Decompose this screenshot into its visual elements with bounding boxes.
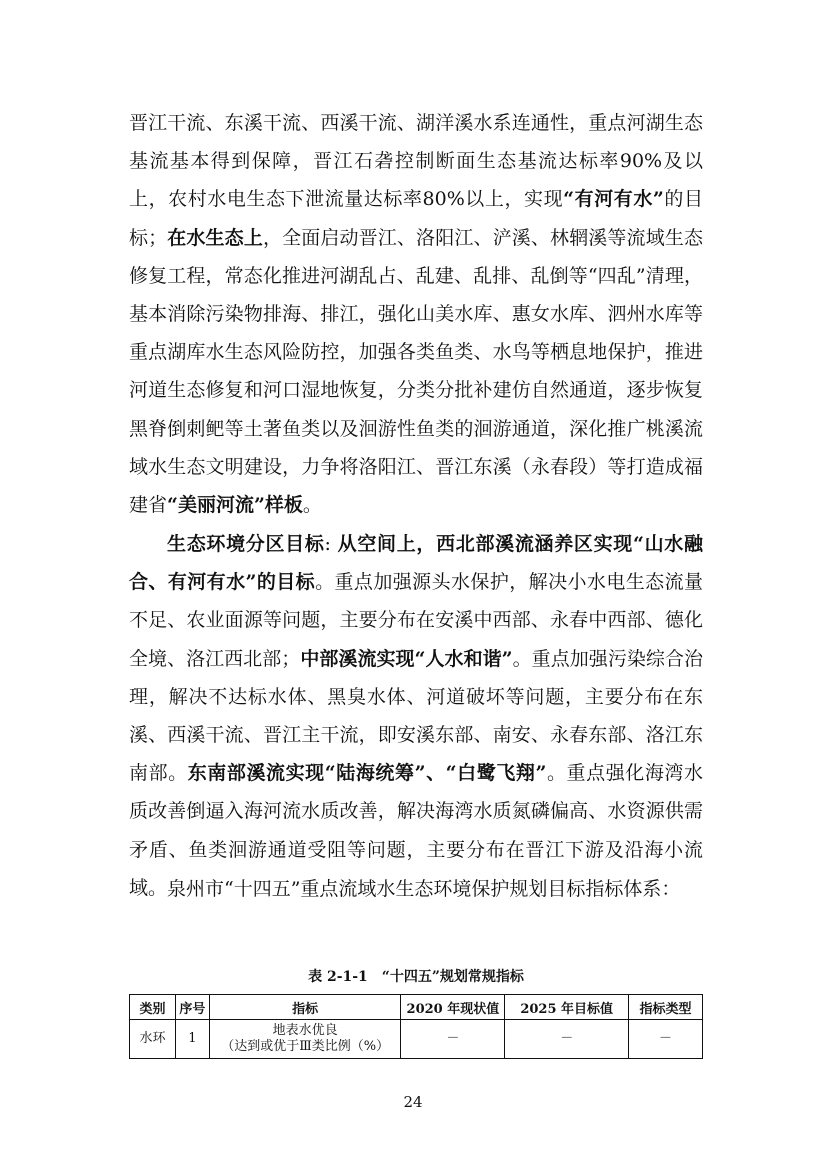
text-run: ，全面启动晋江、洛阳江、浐溪、林辋溪等流域生态修复工程，常态化推进河湖乱占、乱建、乱排、乱倒等“四乱”清理，基本消除污染物排海、排江，强化山美水库、惠女水库、泗州水库等重点湖库水生态风险防控，加强各类鱼类、水鸟等栖息地保护，推进河道生态修复和河口湿地恢复，分类分批补建仿自然通道，逐步恢复黑脊倒刺鲃等土著鱼类以及洄游性鱼类的洄游通道，深化推广桃溪流域水生态文明建设，力争将洛阳江、晋江东溪（永春段）等打造成福建省 (129, 226, 703, 517)
paragraph-zoning-goals (129, 525, 703, 907)
text-run: 的目标； (129, 188, 703, 249)
header-category: 类别 (130, 995, 176, 1020)
cell-2025-target: － (505, 1020, 629, 1059)
cell-indicator-type: － (629, 1020, 703, 1059)
text-run-bold: 从空间上，西北部溪流涵养区实现“山水融合、有河有水”的目标 (129, 533, 703, 594)
text-run: 。 (302, 494, 322, 517)
table-row (130, 1020, 703, 1059)
text-run: 。重点强化海湾水质改善倒逼入海河流水质改善，解决海湾水质氮磷偏高、水资源供需矛盾、鱼类洄游通道受阻等问题，主要分布在晋江下游及沿海小流域。 (129, 762, 703, 899)
header-indicator: 指标 (209, 995, 401, 1020)
header-number: 序号 (175, 995, 209, 1020)
text-run-bold: 生态环境分区目标 (167, 533, 325, 555)
paragraph-water-goals (129, 104, 703, 524)
indicator-line-1: 地表水优良 (272, 1023, 338, 1038)
table-caption: 表 2-1-1 “十四五”规划常规指标 (308, 969, 524, 985)
text-run-bold: “美丽河流”样板 (167, 494, 303, 517)
text-run-bold: 在水生态上 (167, 226, 263, 249)
page-number: 24 (403, 1093, 423, 1111)
header-2025-target: 2025 年目标值 (505, 995, 629, 1020)
text-run-bold: 中部溪流实现“人水和谐” (300, 647, 513, 670)
cell-number: 1 (175, 1020, 209, 1059)
text-run: 晋江干流、东溪干流、西溪干流、湖洋溪水系连通性，重点河湖生态基流基本得到保障，晋江石砻控制断面生态基流达标率90%及以上，农村水电生态下泄流量达标率80%以上，实现 (129, 112, 703, 211)
cell-category: 水环 (130, 1020, 176, 1059)
indicator-table (129, 994, 703, 1059)
text-run: 。重点加强污染综合治理，解决不达标水体、黑臭水体、河道破坏等问题，主要分布在东溪、西溪干流、晋江主干流，即安溪东部、南安、永春东部、洛江东南部。 (129, 647, 703, 785)
indicator-line-2: （达到或优于Ⅲ类比例（%） (221, 1039, 390, 1054)
header-indicator-type: 指标类型 (629, 995, 703, 1020)
text-run: 。重点加强源头水保护，解决小水电生态流量不足、农业面源等问题，主要分布在安溪中西部、永春中西部、德化全境、洛江西北部； (129, 571, 703, 670)
paragraph-indicator-intro: 泉州市“十四五”重点流域水生态环境保护规划目标指标体系： (167, 878, 681, 900)
text-run-bold: 东南部溪流实现“陆海统筹”、“白鹭飞翔” (187, 762, 547, 785)
header-2020-value: 2020 年现状值 (401, 995, 505, 1020)
cell-indicator (209, 1020, 401, 1059)
cell-2020-value: － (401, 1020, 505, 1059)
table-header-row (130, 995, 703, 1020)
text-run-bold: “有河有水” (563, 188, 664, 211)
text-run: : (324, 533, 338, 555)
